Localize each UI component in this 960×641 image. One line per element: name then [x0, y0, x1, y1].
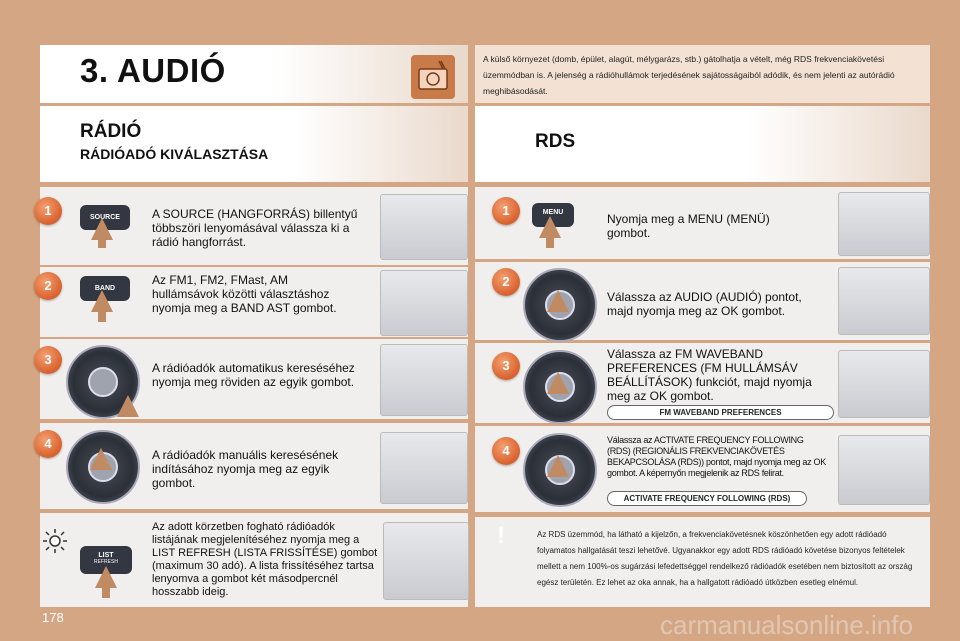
- step-text: Válassza az ACTIVATE FREQUENCY FOLLOWING (RDS) (REGIONÁLIS FREKVENCIAKÖVETÉS BEKAPCSOLÁSA (RDS)) pontot, majd nyomja meg az OK gombot. A képernyőn megjelenik az RDS felirat.: [607, 435, 826, 478]
- section-title-radio: RÁDIÓ: [80, 121, 142, 142]
- step-badge: 3: [34, 346, 62, 374]
- section-title-rds: RDS: [535, 131, 576, 152]
- step-text: Válassza az FM WAVEBAND PREFERENCES (FM HULLÁMSÁV BEÁLLÍTÁSOK) funkciót, majd nyomja meg az OK gombot.: [607, 347, 812, 403]
- step-text: A rádióadók automatikus kereséséhez nyomja meg röviden az egyik gombot.: [152, 361, 355, 389]
- tip-text: Az adott körzetben fogható rádióadók listájának megjelenítéséhez nyomja meg a LIST REFRESH (LISTA FRISSÍTÉSE) gombot (maximum 30 adó). A lista frissítéséhez tartsa lenyomva a gombot két másodpercnél hosszabb ideig.: [152, 521, 378, 598]
- radio-unit-image: [838, 435, 930, 505]
- tip-light-icon: [40, 526, 70, 556]
- step-badge: 1: [492, 197, 520, 225]
- radio-unit-image: [380, 432, 468, 504]
- step-badge: 3: [492, 352, 520, 380]
- source-button[interactable]: SOURCE: [80, 205, 130, 230]
- radio-unit-image: [838, 192, 930, 256]
- radio-unit-image: [380, 344, 468, 416]
- radio-unit-image: [838, 267, 930, 335]
- menu-button[interactable]: MENU: [532, 203, 574, 227]
- radio-section-header: [40, 106, 468, 182]
- press-arrow-head-icon: [90, 448, 112, 470]
- list-button-sublabel: REFRESH: [94, 559, 118, 565]
- step-text: A rádióadók manuális keresésének indításához nyomja meg az egyik gombot.: [152, 448, 339, 490]
- radio-unit-image: [383, 522, 469, 600]
- step-badge: 2: [492, 268, 520, 296]
- warning-icon: !: [497, 522, 505, 549]
- radio-unit-image: [838, 350, 930, 418]
- dpad-ok-button[interactable]: [88, 367, 118, 397]
- intro-note: A külső környezet (domb, épület, alagút, mélygarázs, stb.) gátolhatja a vételt, még RDS frekvenciakövetési üzemmódban is. A jelenség a rádióhullámok terjedésének sajátosságaiból adódik, és nem jelenti az autórádió meghibásodását.: [475, 45, 930, 103]
- step-text: Az FM1, FM2, FMast, AM hullámsávok közötti választáshoz nyomja meg a BAND AST gombot.: [152, 273, 337, 315]
- step-text: A SOURCE (HANGFORRÁS) billentyű többszöri lenyomásával válassza ki a rádió hangforrást.: [152, 207, 358, 249]
- warning-text: Az RDS üzemmód, ha látható a kijelzőn, a frekvenciakövetésnek köszönhetően egy adott rádióadó folyamatos hallgatását teszi lehetővé. Ugyanakkor egy adott RDS rádióadó követése bizonyos feltételek mellett a nem 100%-os sugárzási lefedettséggel rendelkező rádióadók esetében nem biztosított az ország egész területén. Ez lehet az oka annak, ha a hallgatott rádióadó útközben esetleg elnémul.: [537, 530, 913, 587]
- press-arrow-head-icon: [117, 395, 139, 417]
- page-number: 178: [42, 610, 64, 625]
- audio-logo-icon: [411, 55, 455, 99]
- band-button[interactable]: BAND: [80, 276, 130, 301]
- section-subtitle-radio: RÁDIÓADÓ KIVÁLASZTÁSA: [80, 146, 269, 162]
- watermark: carmanualsonline.info: [660, 610, 913, 640]
- press-arrow-head-icon: [91, 290, 113, 312]
- press-arrow-head-icon: [539, 216, 561, 238]
- step-text: Válassza az AUDIO (AUDIÓ) pontot, majd nyomja meg az OK gombot.: [607, 290, 802, 318]
- step-badge: 2: [34, 272, 62, 300]
- menu-option-label: FM WAVEBAND PREFERENCES: [607, 405, 834, 420]
- step-badge: 4: [492, 437, 520, 465]
- press-arrow-head-icon: [91, 218, 113, 240]
- step-badge: 4: [34, 430, 62, 458]
- rds-section-header: [475, 106, 930, 182]
- radio-unit-image: [380, 270, 468, 336]
- press-arrow-head-icon: [547, 290, 569, 312]
- press-arrow-head-icon: [547, 372, 569, 394]
- radio-unit-image: [380, 194, 468, 260]
- menu-option-label: ACTIVATE FREQUENCY FOLLOWING (RDS): [607, 491, 807, 506]
- page-title: 3. AUDIÓ: [80, 52, 226, 89]
- step-badge: 1: [34, 197, 62, 225]
- list-button-label: LIST: [98, 552, 114, 559]
- press-arrow-head-icon: [547, 455, 569, 477]
- press-arrow-head-icon: [95, 566, 117, 588]
- step-text: Nyomja meg a MENU (MENÜ) gombot.: [607, 212, 770, 240]
